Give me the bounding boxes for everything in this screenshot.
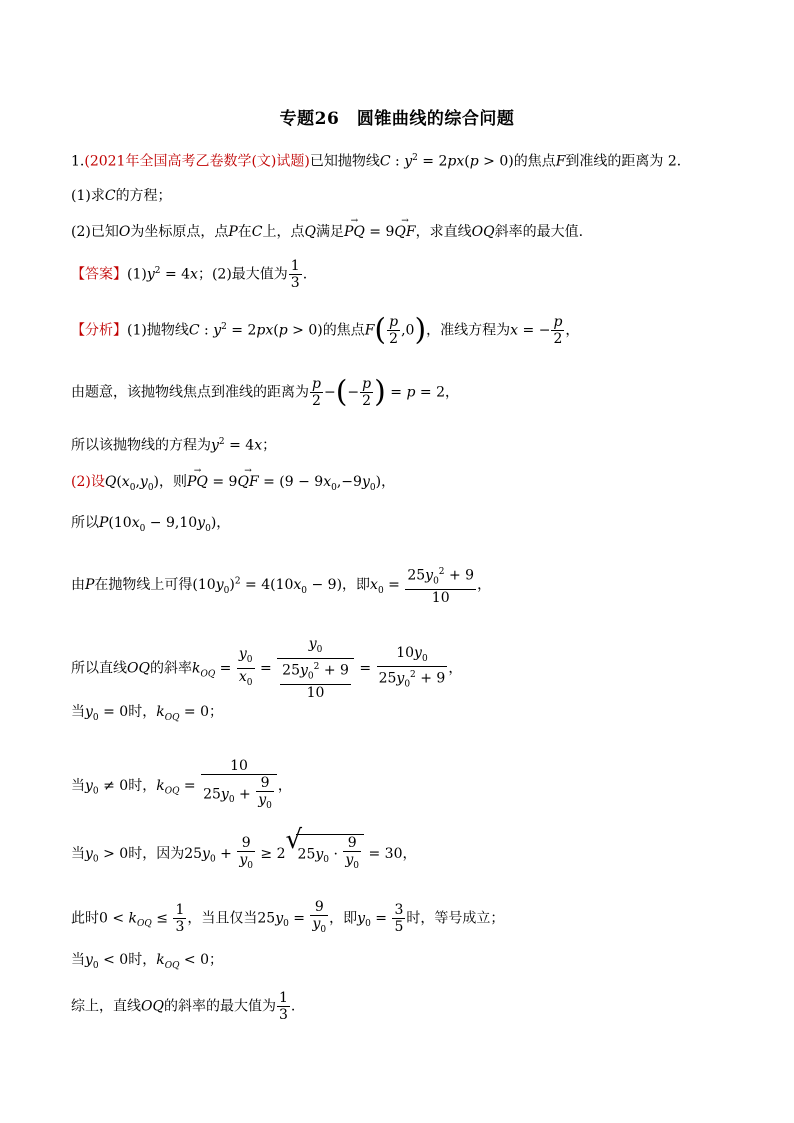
analysis-tag: 【分析】 <box>71 322 127 339</box>
analysis-line-2: 由题意，该抛物线焦点到准线的距离为 $\frac{p}{2}$ −(− $\frac{p}{2}$ ) = p = 2， <box>71 374 459 410</box>
problem-source: (2021年全国高考乙卷数学(文)试题) <box>84 153 310 170</box>
problem-part-1: (1)求C的方程； <box>71 188 172 204</box>
analysis-line-11: 此时$0 < k_{OQ}$ ≤ $\frac{1}{3}$ ，当且仅当$25y_0$ = $\frac{9}{y_0}$ ，即$y_0$ = $\frac{3}{5}$ 时，等号成立； <box>71 899 505 935</box>
analysis-line-12: 当$y_0 < 0$时，$k_{OQ} < 0$； <box>71 952 223 971</box>
answer-tag: 【答案】 <box>71 266 127 283</box>
analysis-line-9: 当$y_0 \ne 0$时，$k_{OQ}$ = 10 $25y_0$ + $\frac{9}{y_0}$ ， <box>71 758 292 811</box>
problem-stem: 1.(2021年全国高考乙卷数学(文)试题)已知抛物线C : $y^2 = 2px(p > 0)$的焦点F到准线的距离为 2． <box>71 153 691 170</box>
problem-part-2: (2)已知O为坐标原点，点P在C上，点Q满足→ PQ = 9→ QF，求直线OQ斜率的最大值. <box>71 222 754 242</box>
answer-line: 【答案】$(1)y^2 = 4x$；(2)最大值为 $\frac{1}{3}$ . <box>71 258 308 291</box>
analysis-line-1: 【分析】(1)抛物线C : $y^2 = 2px(p > 0)$的焦点F( $\frac{p}{2}$ ,0)，准线方程为x = − $\frac{p}{2}$ ， <box>71 312 580 348</box>
analysis-line-6: 由P在抛物线上可得$(10y_0)^2 = 4(10x_0 - 9)$，即$x_0$ = $\frac{25y_0^2 + 9}{10}$ ， <box>71 564 754 606</box>
page-title: 专题26 圆锥曲线的综合问题 <box>279 109 515 129</box>
analysis-line-10: 当$y_0 > 0$时，因为$25y_0$ + $\frac{9}{y_0}$ ≥ 2√ $25y_0$ · $\frac{9}{y_0}$ = 30， <box>71 834 754 874</box>
analysis-line-3: 所以该抛物线的方程为$y^2 = 4x$； <box>71 437 277 454</box>
analysis-line-8: 当$y_0 = 0$时，$k_{OQ} = 0$； <box>71 704 223 723</box>
analysis-line-7: 所以直线OQ的斜率$k_{OQ}$ = $\frac{y_0}{x_0}$ = $\frac{y_0}{\frac{25y_0^2 + 9}{10}}$ = $\frac{10y_0}{25y_0^2 + 9}$ ， <box>71 636 463 702</box>
analysis-line-4: (2)设$Q(x_0,y_0)$，则→ PQ = 9→ QF = $(9 - 9x_0,-9y_0)$， <box>71 472 754 498</box>
analysis-line-13: 综上，直线OQ的斜率的最大值为 $\frac{1}{3}$ . <box>71 990 296 1023</box>
analysis-line-5: 所以$P(10x_0 - 9,10y_0)$， <box>71 515 231 534</box>
